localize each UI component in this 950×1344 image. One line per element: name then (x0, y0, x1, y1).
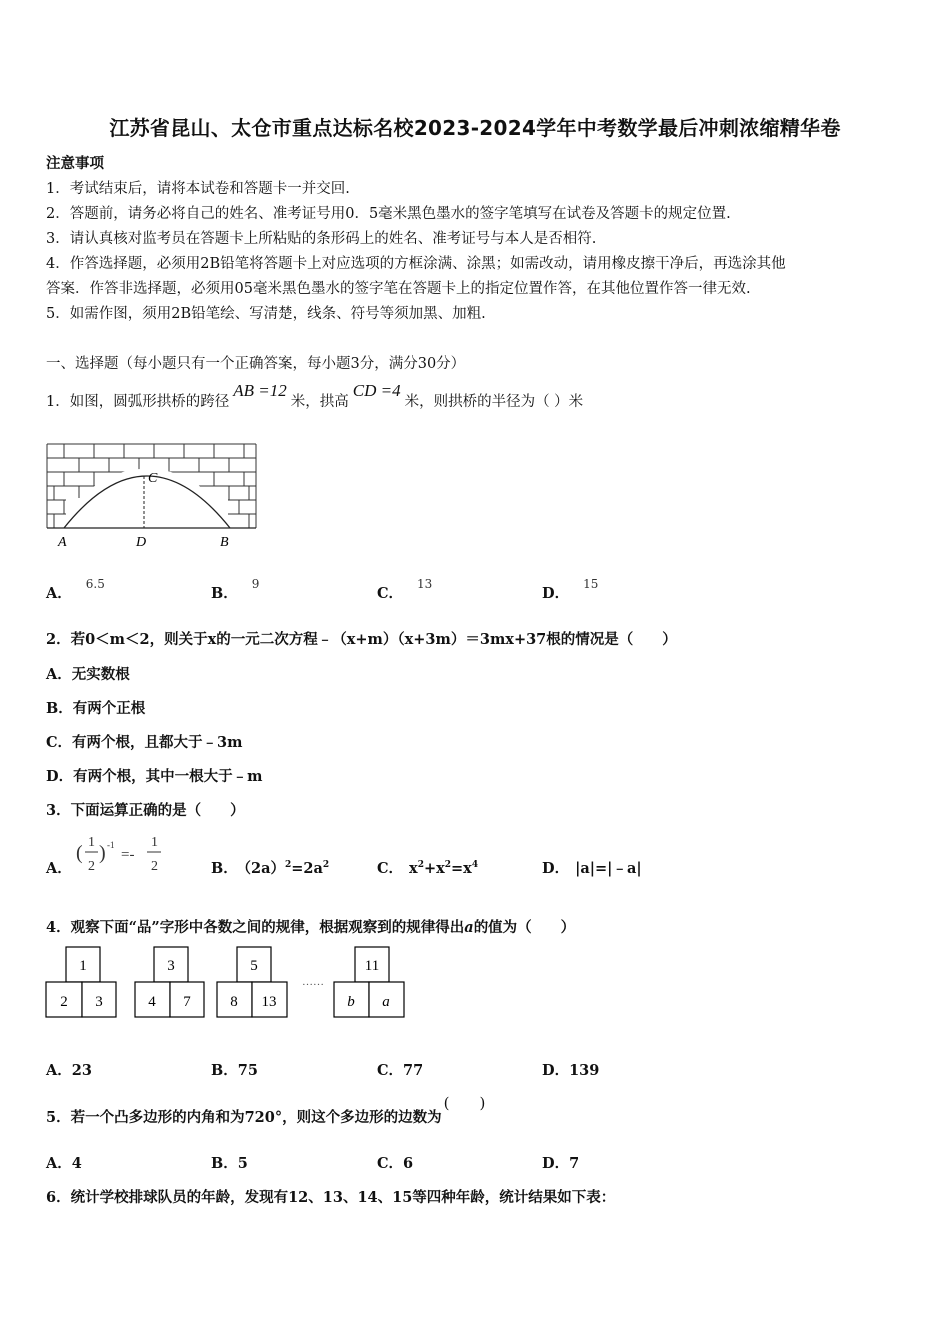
q5-option-b[interactable]: B．5 (211, 1155, 248, 1172)
q1-ab-expression: AB =12 (233, 381, 287, 400)
q1-option-d[interactable]: D．$^{15}$ (542, 577, 599, 602)
group1-right: 3 (95, 994, 103, 1010)
question-2-stem: 2．若0＜m＜2，则关于x的一元二次方程﹣（x+m）（x+3m）＝3mx+37根的情况是（ ） (46, 631, 677, 648)
group3-left: 8 (230, 994, 238, 1010)
svg-text:=-: =- (121, 847, 135, 863)
page-title: 江苏省昆山、太仓市重点达标名校2023-2024学年中考数学最后冲刺浓缩精华卷 (109, 116, 841, 140)
question-4-stem: 4．观察下面“品”字形中各数之间的规律，根据观察到的规律得出a的值为（ ） (46, 919, 576, 936)
svg-text:2: 2 (88, 859, 95, 874)
q3-option-b[interactable]: B． $(2a)^2=2a^2$ (211, 860, 330, 877)
q3-option-a[interactable]: A． (46, 860, 72, 877)
q1-option-b[interactable]: B．$^9$ (211, 577, 260, 602)
svg-text:): ) (99, 842, 106, 864)
svg-text:-1: -1 (107, 840, 115, 850)
svg-text:2: 2 (151, 859, 158, 874)
notice-item: 2．答题前，请务必将自己的姓名、准考证号用0．5毫米黑色墨水的签字笔填写在试卷及答题卡的规定位置. (46, 206, 731, 222)
group4-left: b (347, 994, 355, 1010)
group2-left: 4 (148, 994, 156, 1010)
q3-option-a-formula (74, 828, 174, 882)
q2-option-a[interactable]: A．无实数根 (46, 666, 130, 683)
group1-top: 1 (79, 958, 87, 974)
group2-right: 7 (183, 994, 191, 1010)
q1-option-a[interactable]: A．$^{6.5}$ (46, 577, 105, 602)
q5-option-a[interactable]: A．4 (46, 1155, 82, 1172)
pattern-figure (44, 945, 410, 1021)
q1-option-c[interactable]: C．$^{13}$ (377, 577, 433, 602)
notice-heading: 注意事项 (46, 155, 104, 172)
group3-top: 5 (250, 958, 258, 974)
group4-top: 11 (364, 958, 380, 974)
q1-cd-expression: CD =4 (352, 381, 401, 400)
question-5-stem: 5．若一个凸多边形的内角和为720°，则这个多边形的边数为( ) (46, 1094, 486, 1126)
q3-option-c[interactable]: C． $x^2+x^2=x^4$ (377, 860, 479, 877)
question-6-stem: 6．统计学校排球队员的年龄，发现有12、13、14、15等四种年龄，统计结果如下表： (46, 1189, 616, 1206)
svg-text:1: 1 (151, 835, 158, 850)
group2-top: 3 (167, 958, 175, 974)
notice-item: 4．作答选择题，必须用2B铅笔将答题卡上对应选项的方框涂满、涂黑；如需改动，请用橡皮擦干净后，再选涂其他 (46, 256, 786, 272)
question-1-stem (46, 381, 584, 411)
q4-option-a[interactable]: A．23 (46, 1062, 92, 1079)
q1-prefix: 1．如图，圆弧形拱桥的跨径 (46, 394, 230, 410)
notice-item: 3．请认真核对监考员在答题卡上所粘贴的条形码上的姓名、准考证号与本人是否相符. (46, 231, 597, 247)
notice-item: 1．考试结束后，请将本试卷和答题卡一并交回. (46, 181, 350, 197)
group1-left: 2 (60, 994, 68, 1010)
q5-option-c[interactable]: C．6 (377, 1155, 414, 1172)
point-d-label: D (136, 535, 147, 550)
q2-option-d[interactable]: D．有两个根，其中一根大于﹣m (46, 768, 263, 785)
q1-mid: 米，拱高 (290, 394, 349, 410)
bridge-figure (44, 438, 264, 550)
notice-item: 5．如需作图，须用2B铅笔绘、写清楚，线条、符号等须加黑、加粗. (46, 306, 486, 322)
point-c-label: C (148, 471, 158, 486)
q4-option-d[interactable]: D．139 (542, 1062, 600, 1079)
q1-suffix: 米，则拱桥的半径为（ ）米 (404, 394, 584, 410)
q2-option-b[interactable]: B．有两个正根 (46, 700, 146, 717)
notice-item: 答案．作答非选择题，必须用05毫米黑色墨水的签字笔在答题卡上的指定位置作答，在其他位置作答一律无效. (46, 281, 751, 297)
question-3-stem: 3．下面运算正确的是（ ） (46, 802, 245, 819)
svg-text:1: 1 (88, 835, 95, 850)
section-heading: 一、选择题（每小题只有一个正确答案，每小题3分，满分30分） (46, 356, 466, 372)
q5-paren: ( ) (443, 1094, 486, 1112)
pattern-ellipsis: …… (302, 976, 324, 988)
q4-option-b[interactable]: B．75 (211, 1062, 258, 1079)
q4-option-c[interactable]: C．77 (377, 1062, 424, 1079)
group3-right: 13 (261, 994, 277, 1010)
group4-right: a (382, 994, 390, 1010)
q5-option-d[interactable]: D．7 (542, 1155, 580, 1172)
q3-option-d[interactable]: D． |a|=|﹣a| (542, 860, 642, 877)
point-b-label: B (220, 535, 229, 550)
q2-option-c[interactable]: C．有两个根，且都大于﹣3m (46, 734, 243, 751)
point-a-label: A (58, 535, 67, 550)
svg-text:(: ( (76, 842, 83, 864)
